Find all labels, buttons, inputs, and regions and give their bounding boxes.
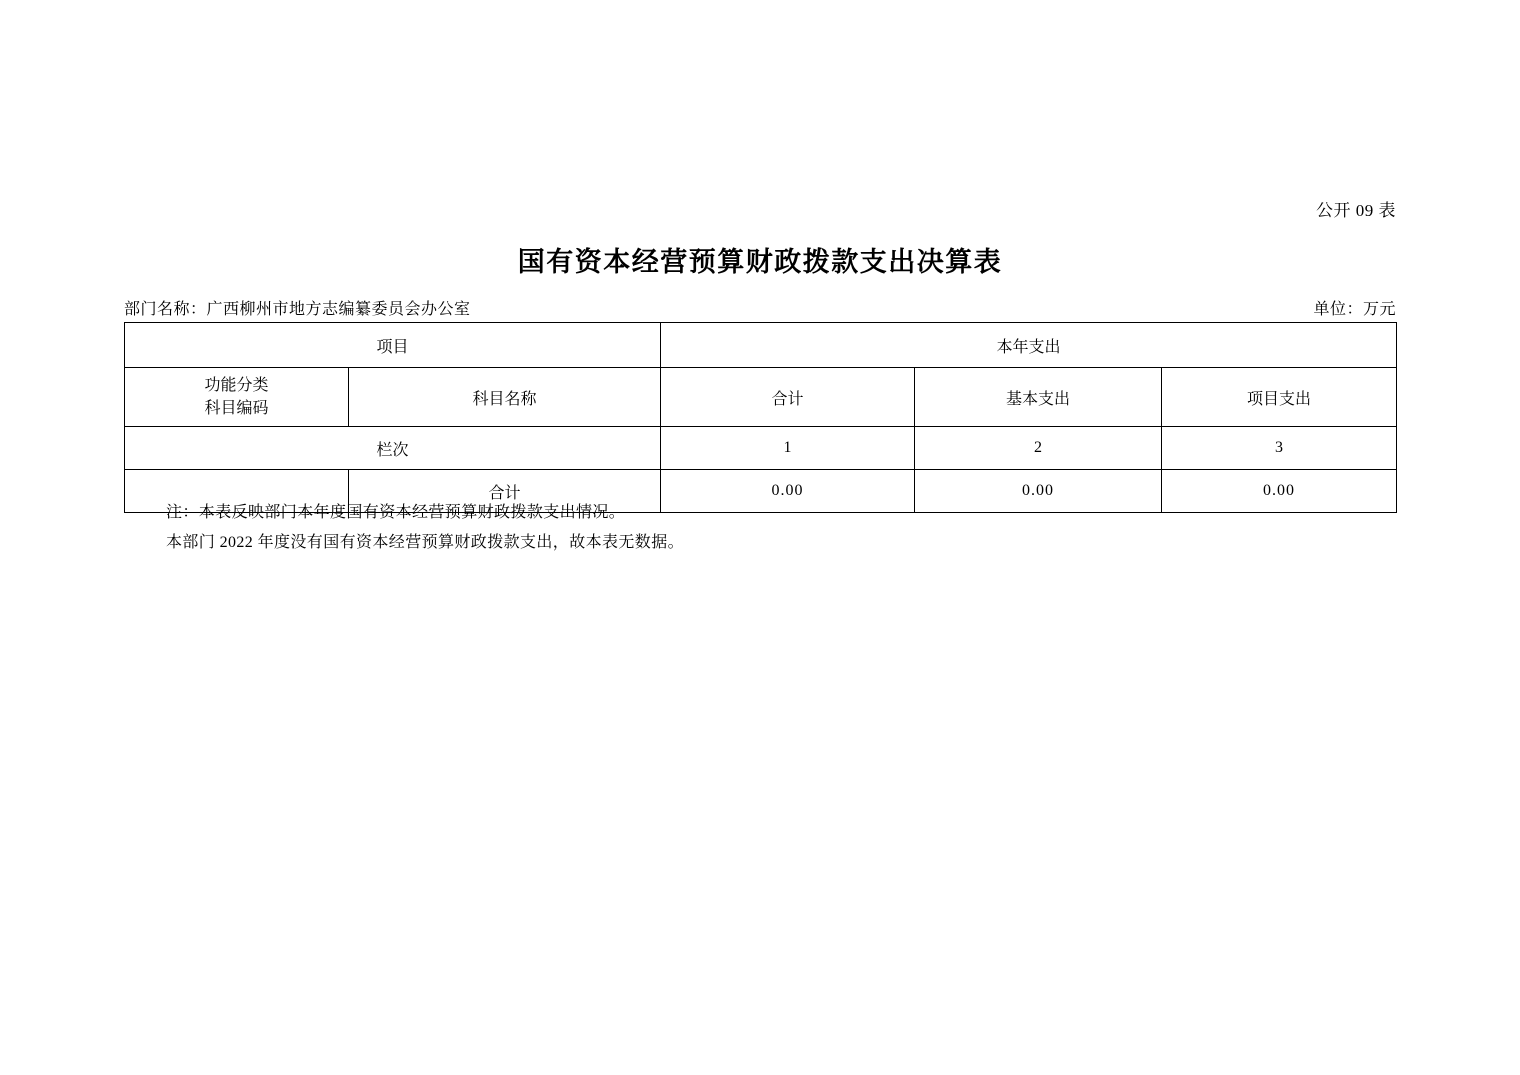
header-group-project: 项目 bbox=[125, 323, 661, 368]
table-header-row bbox=[125, 368, 1397, 427]
row-subject-name: 合计 bbox=[349, 470, 661, 513]
note-line-2: 本部门 2022 年度没有国有资本经营预算财政拨款支出，故本表无数据。 bbox=[166, 534, 685, 552]
page-title: 国有资本经营预算财政拨款支出决算表 bbox=[517, 247, 1003, 277]
column-index-label: 栏次 bbox=[125, 427, 661, 470]
table-column-index-row bbox=[125, 427, 1397, 470]
row-basic-value: 0.00 bbox=[915, 470, 1162, 513]
note-line-1: 注：本表反映部门本年度国有资本经营预算财政拨款支出情况。 bbox=[166, 504, 626, 521]
meta-row bbox=[124, 296, 1396, 319]
header-group-current-year-expenditure: 本年支出 bbox=[661, 323, 1397, 368]
column-index-3: 3 bbox=[1162, 427, 1397, 470]
header-total: 合计 bbox=[661, 368, 915, 427]
form-code-label: 公开 09 表 bbox=[1316, 201, 1396, 220]
header-basic-expenditure: 基本支出 bbox=[915, 368, 1162, 427]
row-project-value: 0.00 bbox=[1162, 470, 1397, 513]
header-function-code-line2: 科目编码 bbox=[204, 400, 269, 417]
table-header-group-row bbox=[125, 323, 1397, 368]
header-subject-name: 科目名称 bbox=[349, 368, 661, 427]
budget-table bbox=[124, 322, 1397, 513]
notes-block bbox=[124, 498, 1396, 559]
unit-label: 单位：万元 bbox=[1313, 301, 1396, 318]
header-function-code bbox=[125, 368, 349, 427]
column-index-1: 1 bbox=[661, 427, 915, 470]
row-total-value: 0.00 bbox=[661, 470, 915, 513]
department-name-label: 部门名称：广西柳州市地方志编纂委员会办公室 bbox=[124, 301, 471, 318]
header-function-code-line1: 功能分类 bbox=[204, 376, 269, 394]
column-index-2: 2 bbox=[915, 427, 1162, 470]
header-project-expenditure: 项目支出 bbox=[1162, 368, 1397, 427]
